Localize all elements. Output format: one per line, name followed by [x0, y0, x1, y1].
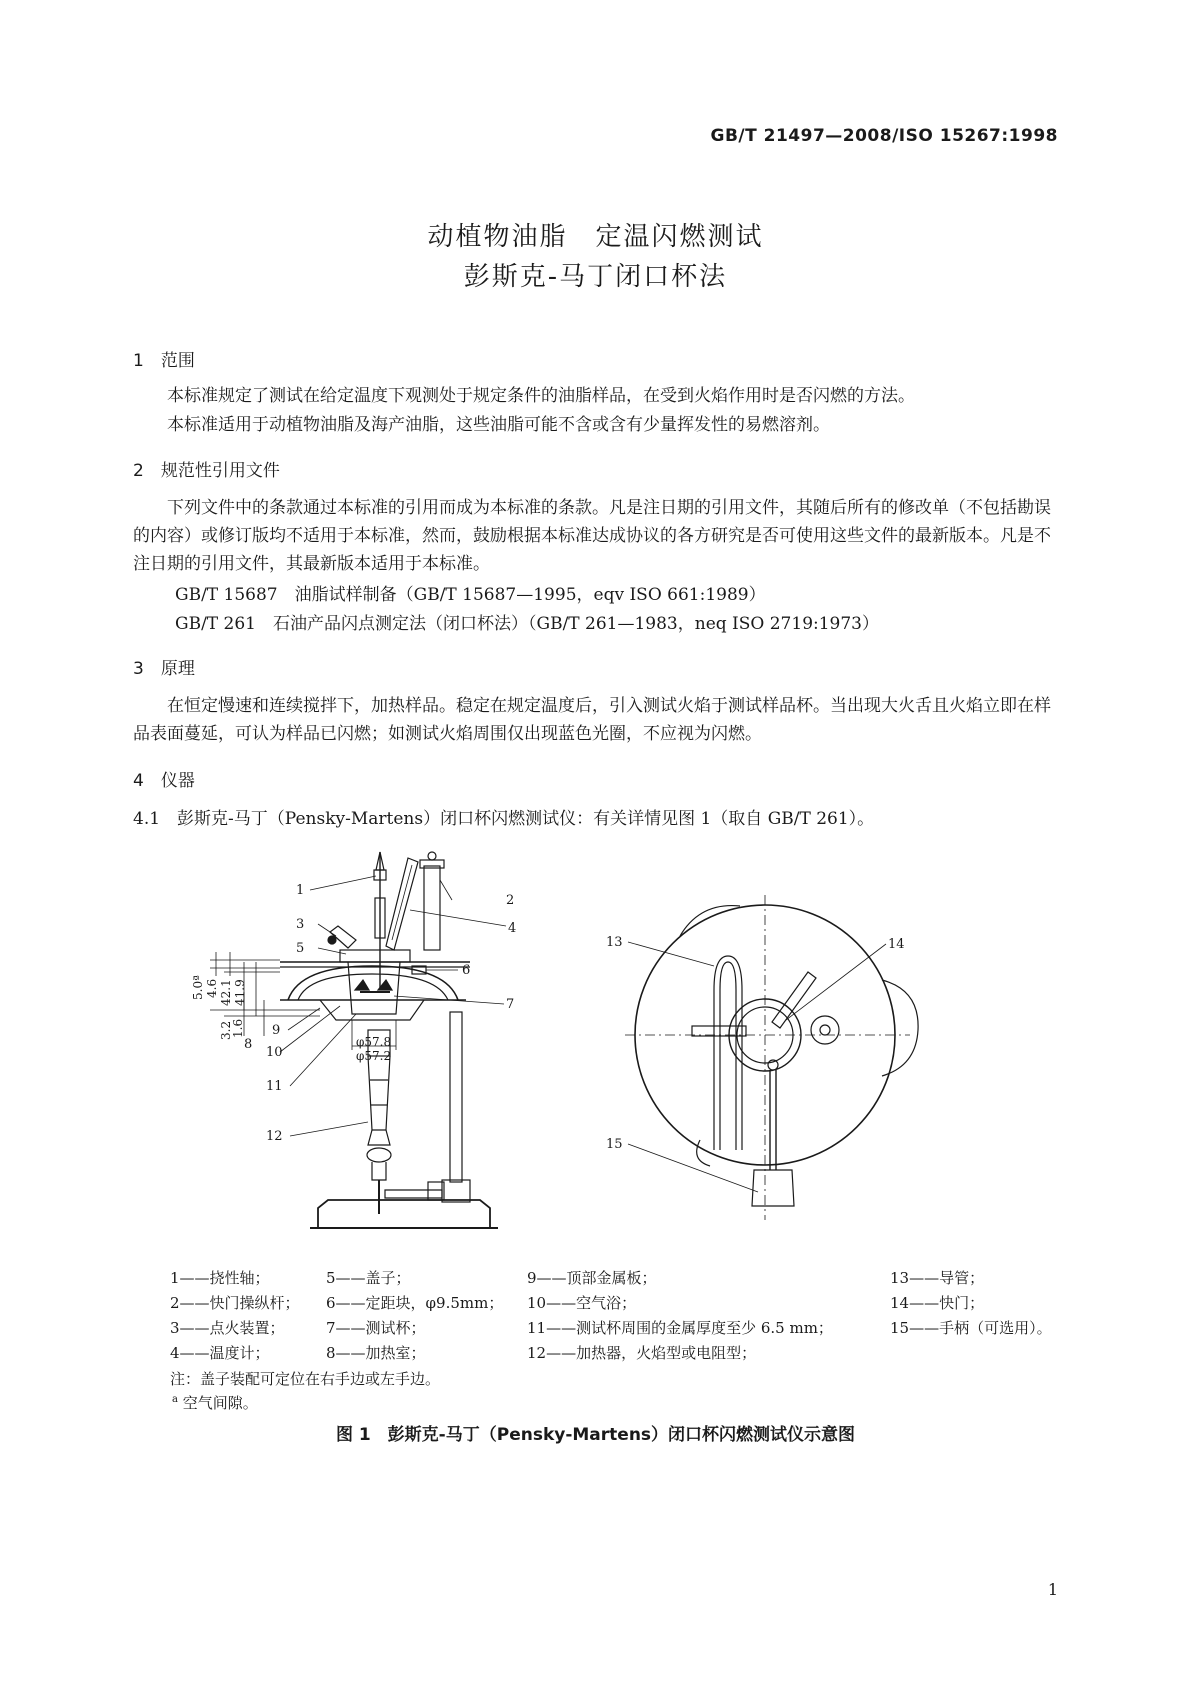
reference-1: GB/T 15687 油脂试样制备（GB/T 15687—1995，eqv ISO 661:1989）: [175, 585, 766, 605]
callout-7: 7: [506, 997, 515, 1012]
legend-10: 10——空气浴；: [527, 1294, 637, 1312]
standard-code: GB/T 21497—2008/ISO 15267:1998: [710, 126, 1058, 146]
dim-41-9: 41.9: [233, 979, 247, 1006]
legend-11: 11——测试杯周围的金属厚度至少 6.5 mm；: [527, 1319, 833, 1337]
title-line-1: 动植物油脂 定温闪燃测试: [427, 222, 764, 252]
figure-1-diagram: [180, 840, 1040, 1250]
title-line-2: 彭斯克-马丁闭口杯法: [463, 262, 728, 292]
dim-42-1: 42.1: [219, 979, 233, 1006]
figure-note: 注：盖子装配可定位在右手边或左手边。: [170, 1370, 441, 1388]
legend-12: 12——加热器，火焰型或电阻型；: [527, 1344, 757, 1362]
callout-13: 13: [606, 935, 623, 950]
callout-6: 6: [462, 963, 471, 978]
section-2-heading: 2 规范性引用文件: [133, 461, 280, 481]
dim-4-6: 4.6: [205, 978, 219, 998]
callout-5: 5: [296, 941, 305, 956]
section-2-para-1: 下列文件中的条款通过本标准的引用而成为本标准的条款。凡是注日期的引用文件，其随后所有的修改单（不包括勘误的内容）或修订版均不适用于本标准，然而，鼓励根据本标准达成协议的各方研究是否可使用这些文件的最新版本。凡是不注日期的引用文件，其最新版本适用于本标准。: [133, 498, 1051, 574]
legend-14: 14——快门；: [890, 1294, 985, 1312]
section-1-heading: 1 范围: [133, 351, 195, 371]
callout-8: 8: [244, 1037, 253, 1052]
reference-2: GB/T 261 石油产品闪点测定法（闭口杯法）（GB/T 261—1983，neq ISO 2719:1973）: [175, 614, 879, 634]
legend-9: 9——顶部金属板；: [527, 1269, 657, 1287]
dim-3-2: 3.2: [219, 1020, 233, 1040]
dim-5-0: 5.0ª: [191, 975, 205, 1000]
page-number: 1: [1047, 1580, 1058, 1599]
dim-phi-57-8: φ57.8: [356, 1035, 392, 1049]
footnote-mark: a: [172, 1394, 178, 1405]
callout-2: 2: [506, 893, 515, 908]
legend-3: 3——点火装置；: [170, 1319, 285, 1337]
legend-1: 1——挠性轴；: [170, 1269, 270, 1287]
legend-2: 2——快门操纵杆；: [170, 1294, 300, 1312]
callout-9: 9: [272, 1023, 281, 1038]
clause-4-1: 4.1 彭斯克-马丁（Pensky-Martens）闭口杯闪燃测试仪：有关详情见图 1（取自 GB/T 261）。: [133, 809, 875, 829]
callout-15: 15: [606, 1137, 623, 1152]
figure-caption: 图 1 彭斯克-马丁（Pensky-Martens）闭口杯闪燃测试仪示意图: [335, 1425, 856, 1445]
legend-7: 7——测试杯；: [326, 1319, 426, 1337]
footnote-text: 空气间隙。: [182, 1394, 258, 1412]
callout-1: 1: [296, 883, 305, 898]
callout-10: 10: [266, 1045, 283, 1060]
section-3-heading: 3 原理: [133, 659, 195, 679]
section-4-heading: 4 仪器: [133, 771, 195, 791]
legend-5: 5——盖子；: [326, 1269, 411, 1287]
legend-6: 6——定距块，φ9.5mm；: [326, 1294, 504, 1312]
legend-8: 8——加热室；: [326, 1344, 426, 1362]
right-top-view-drawing: [625, 895, 918, 1220]
legend-13: 13——导管；: [890, 1269, 985, 1287]
callout-14: 14: [888, 937, 905, 952]
callout-3: 3: [296, 917, 305, 932]
dim-1-6: 1.6: [231, 1018, 245, 1038]
legend-15: 15——手柄（可选用）。: [890, 1319, 1052, 1337]
callout-11: 11: [266, 1079, 283, 1094]
section-1-para-2: 本标准适用于动植物油脂及海产油脂，这些油脂可能不含或含有少量挥发性的易燃溶剂。: [167, 415, 830, 435]
legend-4: 4——温度计；: [170, 1344, 270, 1362]
dim-phi-57-2: φ57.2: [356, 1049, 392, 1063]
section-1-para-1: 本标准规定了测试在给定温度下观测处于规定条件的油脂样品，在受到火焰作用时是否闪燃的方法。: [167, 386, 915, 406]
section-3-para-1: 在恒定慢速和连续搅拌下，加热样品。稳定在规定温度后，引入测试火焰于测试样品杯。当出现大火舌且火焰立即在样品表面蔓延，可认为样品已闪燃；如测试火焰周围仅出现蓝色光圈，不应视为闪燃。: [133, 696, 1051, 744]
callout-4: 4: [508, 921, 517, 936]
callout-12: 12: [266, 1129, 283, 1144]
figure-footnote: [172, 1392, 258, 1413]
